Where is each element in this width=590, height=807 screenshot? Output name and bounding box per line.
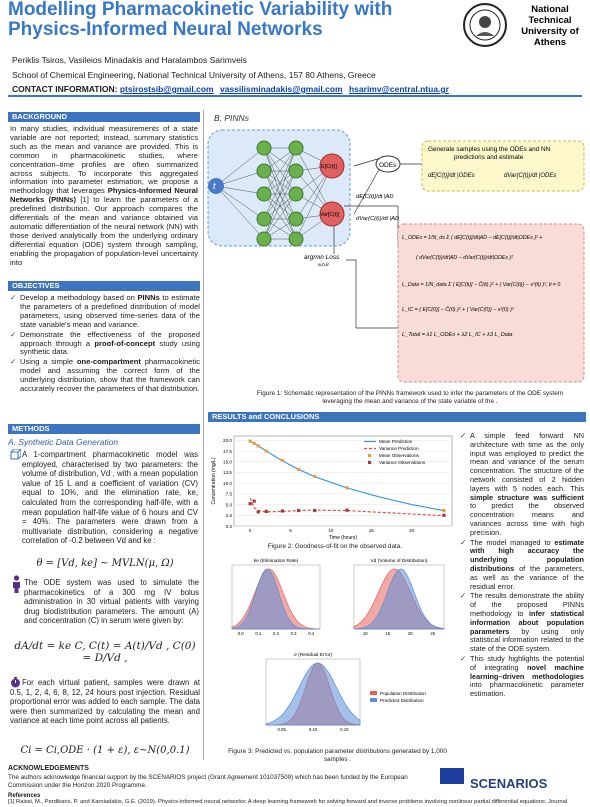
legend-label: Predicted Distribution <box>380 698 424 703</box>
email-link-2[interactable]: vassilisminadakis@gmail.com <box>219 84 343 94</box>
svg-text:ODEs: ODEs <box>379 162 397 169</box>
methods-heading: METHODS <box>8 424 200 434</box>
y-tick-label: 2.5 <box>225 513 232 519</box>
methods-paragraph-1: A 1-compartment pharmacokinetic model was employed, characterised by two parameters: the volume of distribution, Vd , with a mean population value of 15 L and a coefficient of variation (CV) equal to 10%, and the elimination rate, ke, calculated from the corresponding half-life, with a mean population half-life value of 6 hours and CV = 40%. The parameters were drawn from a multivariate distribution, considering a negative correlation of -0.2 between Vd and ke : <box>22 450 198 546</box>
svg-text:( dVar(C(t))/dt|AD − dVar(C(t): ( dVar(C(t))/dt|AD − dVar(C(t))/dt|ODEs )² <box>416 255 513 261</box>
svg-text:predictions and estimate: predictions and estimate <box>454 154 524 161</box>
result-item: ✓ The model managed to estimate with high accuracy the underlying population distributions of the parameters, as well as the variance of the residual error. <box>460 537 584 591</box>
data-point <box>345 509 348 512</box>
university-name: National Technical University of Athens <box>521 4 579 48</box>
x-tick-label: 10 <box>362 631 368 636</box>
legend-label: Variance Observations <box>379 460 426 465</box>
results-heading: RESULTS and CONCLUSIONS <box>208 412 586 422</box>
legend-label: Variance Prediction <box>379 446 419 451</box>
svg-text:L_Total = λ1 L_ODEs + λ2 L_IC: L_Total = λ1 L_ODEs + λ2 L_IC + λ3 L_Data <box>402 332 513 338</box>
equation-theta: θ = [Vd, ke] ~ MVLN(μ, Ω) <box>36 558 174 569</box>
x-tick-label: 0.10 <box>308 727 318 732</box>
data-point <box>253 442 256 445</box>
scenarios-logo: SCENARIOS <box>470 776 548 791</box>
y-tick-label: 10.0 <box>223 480 232 486</box>
svg-text:t: t <box>213 181 216 191</box>
svg-text:L_Data = 1/N_data Σ ( E[C(ti)]: L_Data = 1/N_data Σ ( E[C(ti)] − Ĉ(ti) )² + ( Var(C(ti)) − s²(ti) )², ti ≠ 0 <box>402 282 561 288</box>
x-tick-label: 25 <box>430 631 436 636</box>
svg-text:dVar(C(t))/dt |ODEs: dVar(C(t))/dt |ODEs <box>504 173 557 179</box>
y-tick-label: 5.0 <box>225 502 232 508</box>
column-divider <box>203 110 204 760</box>
affiliation: School of Chemical Engineering, National Technical University of Athens, 157 80 Athens, Greece <box>12 70 376 80</box>
data-point <box>345 486 348 489</box>
data-point <box>442 514 445 517</box>
data-point <box>297 468 300 471</box>
result-item: ✓ A simple feed forward NN architecture with time as the only input was employed to predict the mean and variance of the serum concentration. The structure of the network consisted of 2 hidden layers with 5 nodes each. This simple structure was sufficient to predict the observed concentration means and variances across time with high precision. <box>460 431 584 537</box>
y-tick-label: 12.5 <box>223 470 232 476</box>
svg-text:E[C(t)]: E[C(t)] <box>321 164 337 170</box>
email-link-1[interactable]: ptsirostsib@gmail.com <box>119 84 214 94</box>
data-point <box>297 509 300 512</box>
results-list <box>460 432 584 700</box>
result-item: ✓ This study highlights the potential of integrating novel machine learning–driven methodologies into pharmacokinetic parameter estimation. <box>460 653 584 699</box>
person-icon <box>11 575 22 593</box>
data-point <box>265 449 268 452</box>
header-divider <box>8 95 582 97</box>
figure2-caption: Figure 2: Goodness-of-fit on the observed data. <box>267 543 403 550</box>
legend-swatch <box>368 454 371 457</box>
x-tick-label: 0.1 <box>255 631 262 636</box>
background-heading: BACKGROUND <box>8 112 200 122</box>
pinns-diagram <box>206 126 586 386</box>
data-point <box>257 510 260 513</box>
y-axis-label: Concentration (mg/L) <box>211 457 217 505</box>
x-tick-label: 0.15 <box>340 727 349 732</box>
pinns-subheading: B. PINNs <box>214 113 249 123</box>
panel-title: ke (Elimination Rate) <box>253 559 299 564</box>
x-tick-label: 0.4 <box>308 631 315 636</box>
eu-flag-icon <box>440 768 464 784</box>
data-point <box>442 509 445 512</box>
svg-text:Var[C(t)]: Var[C(t)] <box>320 212 340 218</box>
x-tick-label: 0.0 <box>237 631 244 636</box>
data-point <box>249 502 252 505</box>
equation-error: Ci = Ci,ODE · (1 + ε), ε~N(0,0.1) <box>20 745 190 756</box>
x-tick-label: 20 <box>409 528 415 533</box>
x-tick-label: 0.3 <box>290 631 297 636</box>
x-tick-label: 10 <box>328 528 334 533</box>
figure3-caption: Figure 3: Predicted vs. population parameter distributions generated by 1,000 samples . <box>228 748 447 763</box>
svg-text:L_ODEs = 1/N_ds Σ ( dE[C(t)]/d: L_ODEs = 1/N_ds Σ ( dE[C(t)]/dt|AD − dE[C(t)]/dt|ODEs )² + <box>402 235 543 241</box>
distribution-charts <box>208 555 458 745</box>
legend-label: Population Distribution <box>380 691 426 696</box>
contact-label: CONTACT INFORMATION: <box>12 84 118 94</box>
methods-paragraph-2: The ODE system was used to simulate the pharmacokinetics of a 300 mg IV bolus administration in 30 virtual patients with varying drug biodistribution parameters. The amount (A) and concentration (C) in serum were given by: <box>24 578 199 626</box>
authors: Periklis Tsiros, Vasileios Minadakis and Haralambos Sarimveis <box>12 55 247 65</box>
data-point <box>253 500 256 503</box>
svg-text:L_IC = ( E[C(0)] − Ĉ(0) )² + (: L_IC = ( E[C(0)] − Ĉ(0) )² + ( Var(C(0)) − s²(0) )² <box>402 307 514 313</box>
y-tick-label: 15.0 <box>223 459 232 465</box>
y-tick-label: 0.0 <box>225 523 232 529</box>
objectives-heading: OBJECTIVES <box>8 281 200 291</box>
loss-box <box>398 224 584 382</box>
legend-swatch <box>370 691 377 695</box>
acknowledgements-heading: ACKNOWLEDGEMENTS <box>8 765 89 772</box>
data-point <box>257 444 260 447</box>
svg-text:Generate samples using the ODE: Generate samples using the ODEs and NN <box>428 146 551 153</box>
x-tick-label: 5 <box>289 528 292 533</box>
svg-text:dE[C(t)]/dt |AD: dE[C(t)]/dt |AD <box>356 194 394 200</box>
poster-title: Modelling Pharmacokinetic Variability with Physics-Informed Neural Networks <box>8 0 393 40</box>
data-point <box>281 459 284 462</box>
methods-paragraph-3: For each virtual patient, samples were drawn at 0.5, 1, 2, 4, 6, 8, 12, 24 hours post injection. Residual proportional error was added to each sample. The data were then summarized by calculating the mean and variance at each time point across all patients. <box>10 678 200 726</box>
acknowledgements-text: The authors acknowledge financial support by the SCENARIOS project (Grant Agreement 101037509) which has been funded by the European Commission under the Horizon 2020 Programme. <box>8 774 408 789</box>
background-text: In many studies, individual measurements of a state variable are not reported; instead, summary statistics such as the mean and variance are provided. This is common in pharmacokinetic studies, where concentration–time profiles are often summarized across subjects. To incorporate this aggregated information into parameter estimation, we propose a methodology that leverages Physics-Informed Neural Networks (PINNs) [1] to learn the parameters of a predefined distribution. Our approach compares the differentials of the mean and variance obtained via automatic differentiation of the neural network (NN) with those derived analytically from the underlying ordinary differential equation (ODE) system through sampling, enabling the propagation of population-level uncertainty into <box>10 124 199 267</box>
objective-item: ✓ Develop a methodology based on PINNs to estimate the parameters of a predefined distribution of model parameters, using observed time-series data of the state variable's mean and variance. <box>10 293 200 329</box>
data-point <box>281 509 284 512</box>
objective-item: ✓ Using a simple one-compartment pharmacokinetic model and assuming the correct form of the underlying distribution, show that the framework can accurately recover the parameters of that distribution. <box>10 357 200 394</box>
objective-item: ✓ Demonstrate the effectiveness of the proposed approach through a proof-of-concept study using synthetic data. <box>10 329 200 357</box>
objectives-list <box>10 294 200 395</box>
legend-label: Mean Observations <box>379 453 419 458</box>
svg-text:dVar(C(t))/dt |AD: dVar(C(t))/dt |AD <box>356 216 400 222</box>
legend-swatch <box>368 461 371 464</box>
y-tick-label: 17.5 <box>223 448 232 454</box>
cube-icon <box>10 449 21 460</box>
y-tick-label: 7.5 <box>225 491 232 497</box>
x-tick-label: 0.2 <box>273 631 279 636</box>
reference-1: [1] Raissi, M., Perdikaris, P. and Karniadakis, G.E. (2019). Physics-informed neural networks: A deep learning framework for solving forward and inverse problems involving nonlinear partial differential equations. Journal <box>8 799 568 805</box>
input-node <box>208 178 224 194</box>
y-tick-label: 20.0 <box>223 438 232 444</box>
panel-title: Vd (Volume of Distribution) <box>370 559 428 564</box>
data-point <box>265 510 268 513</box>
x-tick-label: 20 <box>407 631 413 636</box>
svg-text:dE[C(t)]/dt |ODEs: dE[C(t)]/dt |ODEs <box>428 173 475 179</box>
x-tick-label: 15 <box>385 631 391 636</box>
references-heading: References <box>8 793 41 799</box>
ntua-logo-icon <box>462 2 508 48</box>
data-point <box>249 440 252 443</box>
x-tick-label: 15 <box>368 528 374 533</box>
x-axis-label: Time (hours) <box>328 535 358 541</box>
equation-ode: dA/dt = ke C, C(t) = A(t)/Vd , C(0) = D/Vd , <box>14 640 196 664</box>
email-link-3[interactable]: hsarimv@central.ntua.gr <box>348 84 449 94</box>
result-item: ✓ The results demonstrate the ability of the proposed PINNs methodology to infer statistical information about population parameters by using only statistical information related to the state of the ODE system. <box>460 591 584 654</box>
data-point <box>313 509 316 512</box>
goodness-of-fit-chart <box>208 430 458 542</box>
panel-title: σ (Residual Error) <box>293 653 333 658</box>
methods-subheading: A. Synthetic Data Generation <box>8 437 119 447</box>
x-tick-label: 0 <box>248 528 252 533</box>
data-point <box>313 475 316 478</box>
legend-label: Mean Prediction <box>379 439 413 444</box>
contact-info <box>12 84 453 94</box>
x-tick-label: 0.05 <box>277 727 286 732</box>
svg-text:w,b,θ: w,b,θ <box>318 262 329 267</box>
legend-swatch <box>370 698 377 702</box>
figure1-caption: Figure 1: Schematic representation of the PINNs framework used to infer the parameters of the ODE system leveraging the mean and variance of the state variable of the . <box>256 390 564 405</box>
svg-text:argmin Loss: argmin Loss <box>304 254 340 261</box>
